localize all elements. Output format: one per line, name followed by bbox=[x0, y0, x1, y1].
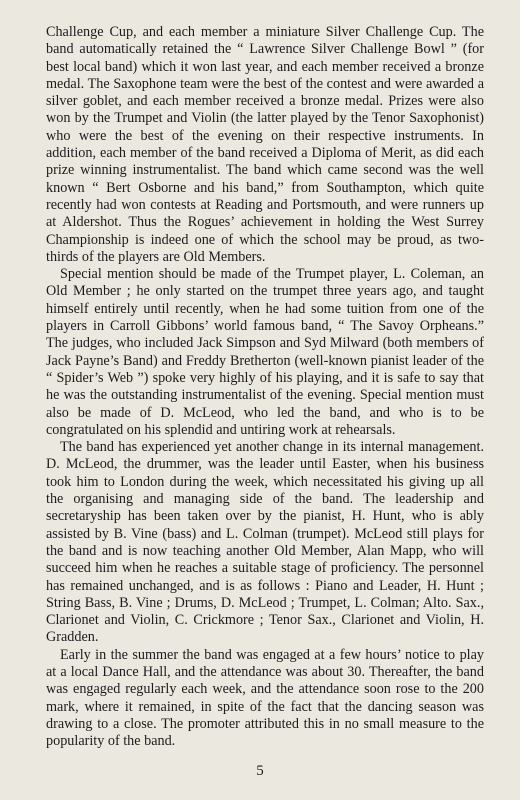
paragraph-dance-hall: Early in the summer the band was engaged at a few hours’ notice to play at a local Dance Hall, and the attendance was about 30. Thereafter, the band was engaged regularly each week, and the attendance soon rose to the 200 mark, where it remained, in spite of the fact that the dancing season was drawing to a close. The promoter attributed this in no small measure to the popularity of the band. bbox=[46, 646, 484, 750]
paragraph-internal-management: The band has experienced yet another change in its internal management. D. McLeod, the drummer, was the leader until Easter, when his business took him to London during the week, which necessitated his giving up all the organising and managing side of the band. The leadership and secretaryship has been taken over by the pianist, H. Hunt, who is ably assisted by B. Vine (bass) and L. Colman (trumpet). McLeod still plays for the band and is now teaching another Old Member, Alan Mapp, who will succeed him when he reaches a suitable stage of proficiency. The personnel has remained unchanged, and is as follows : Piano and Leader, H. Hunt ; String Bass, B. Vine ; Drums, D. McLeod ; Trumpet, L. Colman; Alto. Sax., Clarionet and Violin, C. Crickmore ; Tenor Sax., Clarionet and Violin, H. Gradden. bbox=[46, 439, 484, 646]
paragraph-challenge-cup: Challenge Cup, and each member a miniature Silver Challenge Cup. The band automatically retained the “ Lawrence Silver Challenge Bowl ” (for best local band) which it won last year, and each member received a bronze medal. The Saxophone team were the best of the contest and were awarded a silver goblet, and each member received a bronze medal. Prizes were also won by the Trumpet and Violin (the latter played by the Tenor Saxophonist) who were the best of the evening on their respective instruments. In addition, each member of the band received a Diploma of Merit, as did each prize winning instrumentalist. The band which came second was the well known “ Bert Osborne and his band,” from Southampton, which quite recently had won contests at Reading and Portsmouth, and were runners up at Aldershot. Thus the Rogues’ achievement in holding the West Surrey Championship is indeed one of which the school may be proud, as two-thirds of the players are Old Members. bbox=[46, 24, 484, 265]
body-text bbox=[46, 24, 484, 750]
paragraph-trumpet-player: Special mention should be made of the Trumpet player, L. Coleman, an Old Member ; he only started on the trumpet three years ago, and taught himself entirely until recently, when he had some tuition from one of the players in Carroll Gibbons’ world famous band, “ The Savoy Orpheans.” The judges, who included Jack Simpson and Syd Milward (both members of Jack Payne’s Band) and Freddy Bretherton (well-known pianist leader of the “ Spider’s Web ”) spoke very highly of his playing, and it is safe to say that he was the outstanding instrumentalist of the evening. Special mention must also be made of D. McLeod, who led the band, and who is to be congratulated on his splendid and untiring work at rehearsals. bbox=[46, 266, 484, 438]
page-number: 5 bbox=[256, 763, 264, 779]
